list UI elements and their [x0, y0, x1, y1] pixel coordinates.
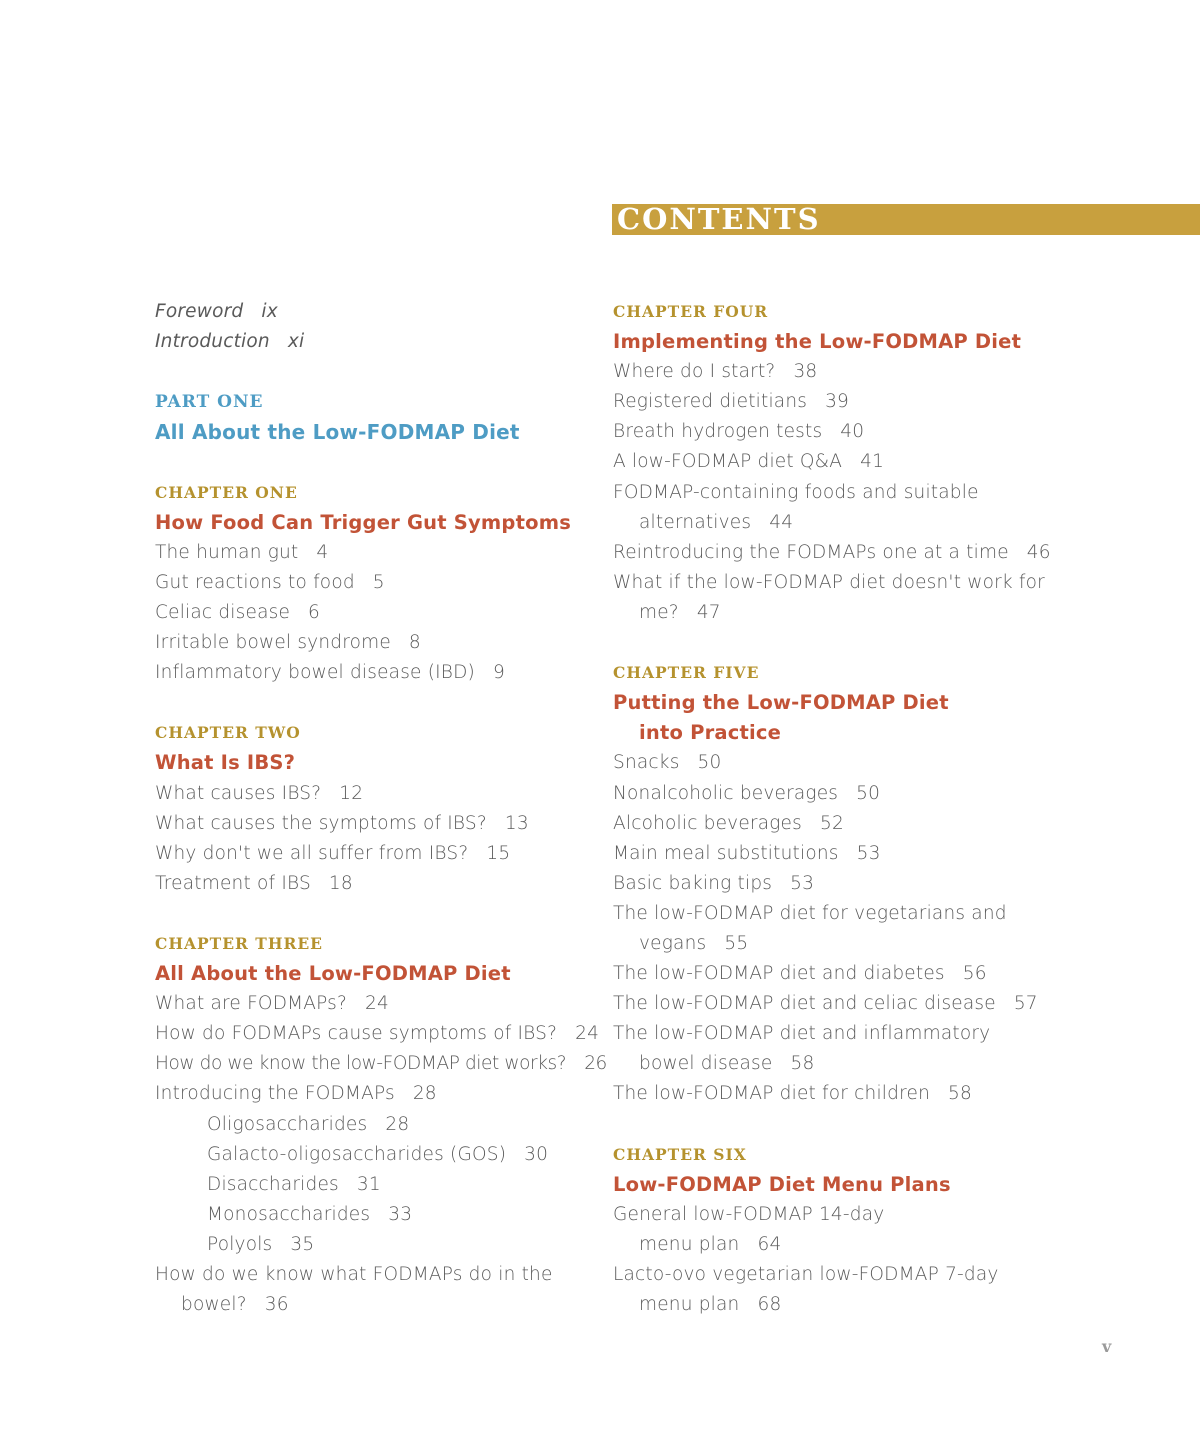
entry-text: Inflammatory bowel disease (IBD) [155, 662, 475, 684]
toc-entry[interactable] [155, 1260, 595, 1290]
entry-text: What causes IBS? [155, 782, 322, 804]
chapter-five-title[interactable]: Putting the Low-FODMAP Diet [613, 691, 949, 715]
toc-entry[interactable] [155, 1019, 600, 1049]
entry-page: 18 [328, 872, 353, 894]
contents-heading: CONTENTS [617, 202, 821, 236]
toc-entry[interactable] [613, 839, 1053, 869]
entry-text: The low-FODMAP diet and celiac disease [613, 993, 996, 1015]
entry-text: What are FODMAPs? [155, 993, 348, 1015]
entry-text: A low-FODMAP diet Q&A [613, 451, 843, 473]
entry-text: vegans [639, 932, 707, 954]
entry-text: Main meal substitutions [613, 842, 839, 864]
entry-text: Alcoholic beverages [613, 812, 802, 834]
toc-entry[interactable] [155, 809, 595, 839]
toc-left-column [155, 297, 607, 1320]
toc-entry[interactable] [155, 598, 595, 628]
chapter-two-label: CHAPTER TWO [155, 723, 301, 743]
entry-page: 40 [840, 421, 865, 443]
chapter-five-title-continuation[interactable]: into Practice [639, 721, 782, 745]
toc-entry-introduction[interactable] [155, 327, 595, 357]
entry-text: How do we know what FODMAPs do in the [155, 1264, 553, 1285]
chapter-three-title[interactable]: All About the Low-FODMAP Diet [155, 962, 511, 986]
entry-page: 15 [486, 842, 511, 864]
entry-text: The low-FODMAP diet for vegetarians and [613, 902, 1007, 924]
entry-page: 39 [825, 391, 850, 413]
entry-text: Monosaccharides [207, 1203, 371, 1225]
entry-page: 41 [860, 451, 885, 473]
entry-page: 44 [769, 511, 794, 533]
entry-page: 47 [696, 601, 721, 623]
toc-right-column [613, 297, 1053, 1320]
entry-page: 52 [819, 812, 844, 834]
entry-page: 5 [372, 571, 385, 593]
toc-entry-continuation[interactable] [613, 598, 1053, 628]
entry-text: Treatment of IBS [155, 872, 311, 894]
toc-subentry[interactable] [155, 1140, 595, 1170]
entry-page: 58 [790, 1053, 815, 1075]
toc-entry-continuation[interactable] [613, 1290, 1053, 1320]
entry-text: Polyols [207, 1233, 273, 1255]
entry-page: 38 [793, 361, 818, 383]
entry-text: Reintroducing the FODMAPs one at a time [613, 541, 1009, 563]
entry-text: Introduction [155, 331, 270, 353]
toc-entry[interactable] [613, 538, 1053, 568]
entry-text: Breath hydrogen tests [613, 421, 823, 443]
entry-page: 30 [524, 1143, 549, 1165]
toc-entry-continuation[interactable] [155, 1290, 595, 1320]
entry-text: Galacto-oligosaccharides (GOS) [207, 1143, 507, 1165]
chapter-six-title[interactable]: Low-FODMAP Diet Menu Plans [613, 1172, 951, 1196]
entry-text: Nonalcoholic beverages [613, 782, 839, 804]
entry-text: bowel? [181, 1294, 247, 1316]
entry-text: How do FODMAPs cause symptoms of IBS? [155, 1023, 558, 1045]
toc-entry-continuation[interactable] [613, 1230, 1053, 1260]
entry-page: xi [287, 331, 305, 353]
entry-page: 53 [790, 872, 815, 894]
toc-entry-continuation[interactable] [613, 929, 1053, 959]
toc-entry[interactable] [613, 1200, 1053, 1230]
entry-text: Introducing the FODMAPs [155, 1083, 395, 1105]
entry-text: General low-FODMAP 14-day [613, 1203, 885, 1225]
entry-page: 58 [948, 1083, 972, 1105]
toc-entry-continuation[interactable] [613, 1049, 1053, 1079]
entry-text: me? [639, 601, 679, 623]
chapter-four-label: CHAPTER FOUR [613, 302, 769, 321]
entry-text: Oligosaccharides [207, 1113, 368, 1135]
entry-text: The human gut [155, 541, 299, 563]
toc-entry[interactable] [613, 869, 1053, 899]
entry-text: Registered dietitians [613, 391, 808, 413]
chapter-four-title[interactable]: Implementing the Low-FODMAP Diet [613, 330, 1022, 354]
entry-page: 28 [385, 1113, 410, 1135]
toc-subentry[interactable] [155, 1110, 595, 1140]
entry-text: Basic baking tips [613, 872, 773, 894]
toc-entry[interactable] [155, 568, 595, 598]
chapter-two-title[interactable]: What Is IBS? [155, 751, 296, 775]
entry-text: How do we know the low-FODMAP diet works? [155, 1053, 567, 1075]
entry-page: 26 [584, 1053, 607, 1075]
chapter-one-title[interactable]: How Food Can Trigger Gut Symptoms [155, 510, 572, 534]
entry-page: 57 [1013, 993, 1038, 1015]
toc-entry[interactable] [613, 899, 1053, 929]
entry-page: 36 [264, 1294, 289, 1316]
entry-text: The low-FODMAP diet for children [613, 1083, 930, 1105]
page-number: v [1102, 1337, 1112, 1356]
entry-text: Irritable bowel syndrome [155, 632, 391, 654]
entry-page: 35 [290, 1233, 315, 1255]
entry-page: 24 [365, 993, 389, 1015]
chapter-three-label: CHAPTER THREE [155, 933, 323, 953]
entry-page: 68 [757, 1294, 782, 1316]
entry-text: Foreword [155, 301, 244, 322]
entry-page: 4 [316, 541, 329, 563]
entry-page: 13 [504, 812, 529, 834]
entry-text: menu plan [639, 1233, 740, 1255]
toc-entry[interactable] [155, 658, 595, 688]
toc-entry[interactable] [613, 1079, 1053, 1109]
toc-entry[interactable] [613, 809, 1053, 839]
toc-entry[interactable] [155, 1049, 607, 1079]
toc-entry[interactable] [155, 869, 595, 899]
entry-text: The low-FODMAP diet and diabetes [613, 963, 945, 985]
toc-entry[interactable] [155, 628, 595, 658]
toc-entry[interactable] [613, 779, 1053, 809]
entry-page: 50 [856, 782, 881, 804]
toc-entry[interactable] [613, 417, 1053, 447]
toc-entry[interactable] [613, 1260, 1053, 1290]
entry-page: 6 [308, 601, 321, 623]
entry-page: 8 [408, 632, 421, 654]
entry-page: 24 [575, 1023, 600, 1045]
toc-entry[interactable] [613, 959, 1053, 989]
toc-entry[interactable] [613, 478, 1053, 508]
entry-text: bowel disease [639, 1053, 773, 1075]
entry-text: Lacto-ovo vegetarian low-FODMAP 7-day [613, 1264, 999, 1285]
entry-page: 55 [724, 932, 749, 954]
entry-page: 9 [492, 662, 505, 684]
toc-entry[interactable] [613, 1019, 1053, 1049]
toc-entry[interactable] [613, 989, 1053, 1019]
chapter-five-label: CHAPTER FIVE [613, 663, 760, 683]
toc-entry-foreword[interactable] [155, 297, 595, 327]
toc-subentry[interactable] [155, 1230, 595, 1260]
entry-text: Why don't we all suffer from IBS? [155, 842, 469, 864]
entry-text: What causes the symptoms of IBS? [155, 812, 487, 834]
entry-text: Where do I start? [613, 361, 776, 383]
toc-entry-continuation[interactable] [613, 508, 1053, 538]
toc-entry[interactable] [613, 568, 1053, 598]
toc-subentry[interactable] [155, 1200, 595, 1230]
toc-subentry[interactable] [155, 1170, 595, 1200]
entry-text: FODMAP-containing foods and suitable [613, 481, 979, 503]
chapter-six-label: CHAPTER SIX [613, 1144, 747, 1164]
toc-entry[interactable] [155, 538, 595, 568]
entry-text: What if the low-FODMAP diet doesn't work for [613, 571, 1045, 593]
entry-text: Disaccharides [207, 1173, 339, 1195]
entry-page: 50 [697, 752, 722, 774]
toc-entry[interactable] [613, 357, 1053, 387]
entry-page: 56 [962, 963, 987, 985]
entry-page: 33 [388, 1203, 413, 1225]
entry-text: alternatives [639, 511, 752, 533]
contents-banner [612, 204, 1200, 235]
entry-page: ix [261, 301, 278, 322]
toc-entry[interactable] [613, 387, 1053, 417]
entry-text: Celiac disease [155, 601, 291, 623]
chapter-one-label: CHAPTER ONE [155, 482, 298, 502]
entry-text: The low-FODMAP diet and inflammatory [613, 1023, 991, 1045]
toc-entry[interactable] [155, 989, 595, 1019]
toc-entry[interactable] [155, 839, 595, 869]
entry-page: 31 [356, 1173, 381, 1195]
toc-entry[interactable] [613, 447, 1053, 477]
entry-page: 53 [856, 842, 881, 864]
entry-text: Snacks [613, 752, 680, 774]
toc-entry[interactable] [613, 748, 1053, 778]
entry-text: Gut reactions to food [155, 571, 355, 593]
entry-text: menu plan [639, 1294, 740, 1316]
toc-entry[interactable] [155, 779, 595, 809]
toc-entry[interactable] [155, 1079, 595, 1109]
entry-page: 46 [1026, 541, 1051, 563]
entry-page: 28 [412, 1083, 437, 1105]
part-one-title[interactable]: All About the Low-FODMAP Diet [155, 420, 520, 445]
part-one-label: PART ONE [155, 392, 264, 413]
entry-page: 12 [339, 782, 364, 804]
entry-page: 64 [757, 1233, 782, 1255]
